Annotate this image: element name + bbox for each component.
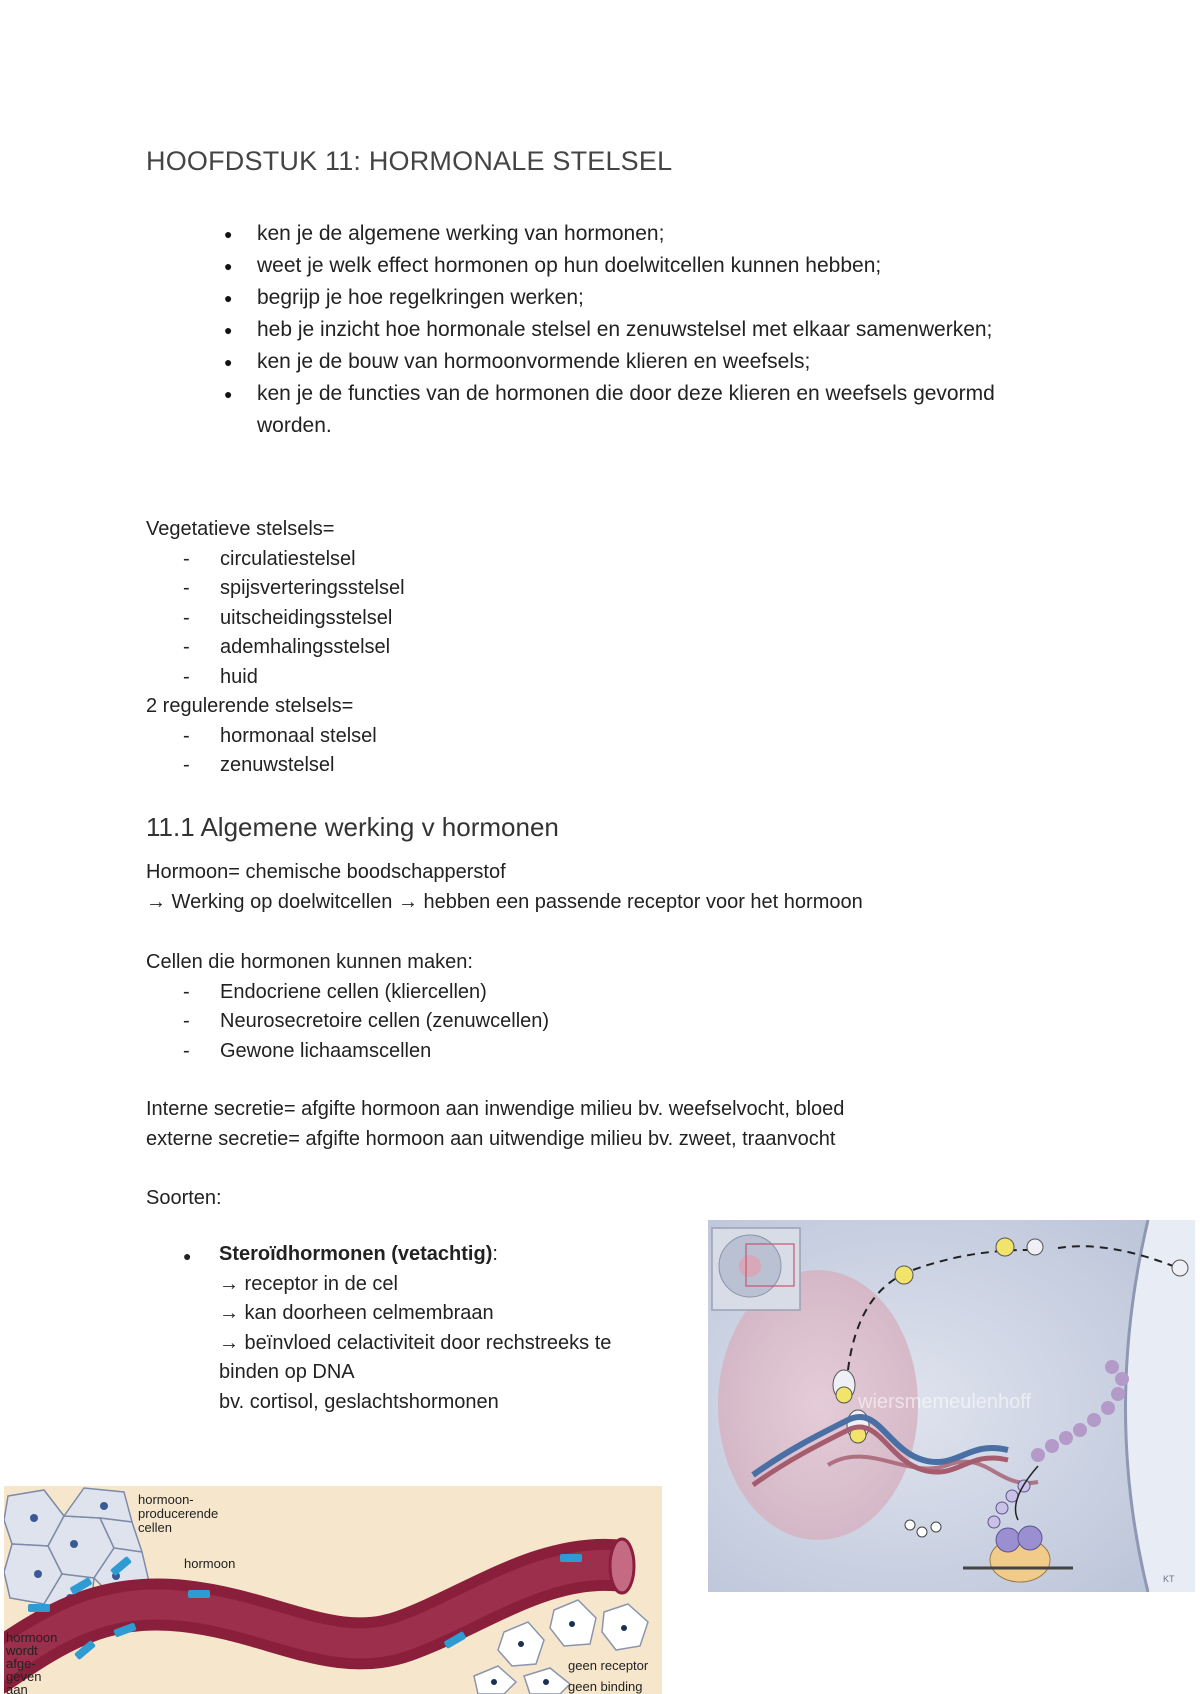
label-hormone: hormoon bbox=[184, 1556, 236, 1571]
goal-item: ● begrijp je hoe regelkringen werken; bbox=[224, 282, 1044, 314]
types-heading: Soorten: bbox=[146, 1187, 222, 1209]
regulating-list bbox=[146, 722, 405, 781]
label-producing-cells: hormoon-producerende cellen bbox=[138, 1492, 219, 1535]
label-no-receptor: geen receptor bbox=[568, 1658, 649, 1673]
internal-secretion: Interne secretie= afgifte hormoon aan inwendige milieu bv. weefselvocht, bloed bbox=[146, 1098, 845, 1120]
list-item: - circulatiestelsel bbox=[146, 545, 405, 575]
learning-goals-list bbox=[224, 218, 1044, 442]
regulating-heading: 2 regulerende stelsels= bbox=[146, 695, 354, 717]
bloodstream-illustration bbox=[4, 1486, 662, 1694]
label-released: hormoon wordt afge-geven aan bbox=[6, 1630, 58, 1694]
list-item: - Endocriene cellen (kliercellen) bbox=[146, 978, 549, 1008]
bullet-icon: ● bbox=[183, 1248, 192, 1264]
list-item: - hormonaal stelsel bbox=[146, 722, 405, 752]
goal-item: ● ken je de algemene werking van hormonen; bbox=[224, 218, 1044, 250]
vegetative-list bbox=[146, 545, 405, 693]
list-item: - Gewone lichaamscellen bbox=[146, 1037, 549, 1067]
secretion-block bbox=[146, 1095, 844, 1154]
list-item: - uitscheidingsstelsel bbox=[146, 604, 405, 634]
systems-block bbox=[146, 515, 405, 781]
steroid-title-line: Steroïdhormonen (vetachtig): bbox=[219, 1243, 498, 1265]
figure-credit: KT bbox=[1163, 1574, 1175, 1584]
steroid-cell-figure bbox=[708, 1220, 1195, 1592]
page-title: HOOFDSTUK 11: HORMONALE STELSEL bbox=[146, 146, 673, 176]
cells-list bbox=[146, 978, 549, 1067]
steroid-title: Steroïdhormonen (vetachtig) bbox=[219, 1243, 493, 1265]
goal-item: ● ken je de functies van de hormonen die door deze klieren en weefsels gevormd worden. bbox=[224, 378, 1044, 442]
steroid-line: → beïnvloed celactiviteit door rechstreeks te binden op DNA bbox=[219, 1331, 612, 1383]
hormone-definition: Hormoon= chemische boodschapperstof bbox=[146, 861, 506, 883]
list-item: - zenuwstelsel bbox=[146, 751, 405, 781]
goal-item: ● heb je inzicht hoe hormonale stelsel en zenuwstelsel met elkaar samenwerken; bbox=[224, 314, 1044, 346]
steroid-line: → kan doorheen celmembraan bbox=[219, 1302, 494, 1324]
steroid-line: → receptor in de cel bbox=[219, 1272, 398, 1295]
list-item: - huid bbox=[146, 663, 405, 693]
hormone-working: → Werking op doelwitcellen → hebben een passende receptor voor het hormoon bbox=[146, 890, 863, 913]
steroid-line: bv. cortisol, geslachtshormonen bbox=[219, 1390, 499, 1413]
label-no-binding: geen binding bbox=[568, 1679, 643, 1694]
goal-item: ● ken je de bouw van hormoonvormende klieren en weefsels; bbox=[224, 346, 1044, 378]
list-item: - spijsverteringsstelsel bbox=[146, 574, 405, 604]
cells-heading: Cellen die hormonen kunnen maken: bbox=[146, 951, 473, 973]
external-secretion: externe secretie= afgifte hormoon aan uitwendige milieu bv. zweet, traanvocht bbox=[146, 1127, 836, 1150]
steroid-cell-illustration bbox=[708, 1220, 1195, 1592]
vegetative-heading: Vegetatieve stelsels= bbox=[146, 518, 335, 540]
bloodstream-figure bbox=[4, 1486, 662, 1694]
list-item: - Neurosecretoire cellen (zenuwcellen) bbox=[146, 1007, 549, 1037]
list-item: - ademhalingsstelsel bbox=[146, 633, 405, 663]
section-heading: 11.1 Algemene werking v hormonen bbox=[146, 812, 559, 842]
hormone-definition-block bbox=[146, 858, 863, 917]
watermark-label: wiersmemeulenhoff bbox=[858, 1391, 1032, 1413]
goal-item: ● weet je welk effect hormonen op hun doelwitcellen kunnen hebben; bbox=[224, 250, 1044, 282]
cells-block bbox=[146, 948, 549, 1066]
steroid-item bbox=[183, 1240, 663, 1417]
